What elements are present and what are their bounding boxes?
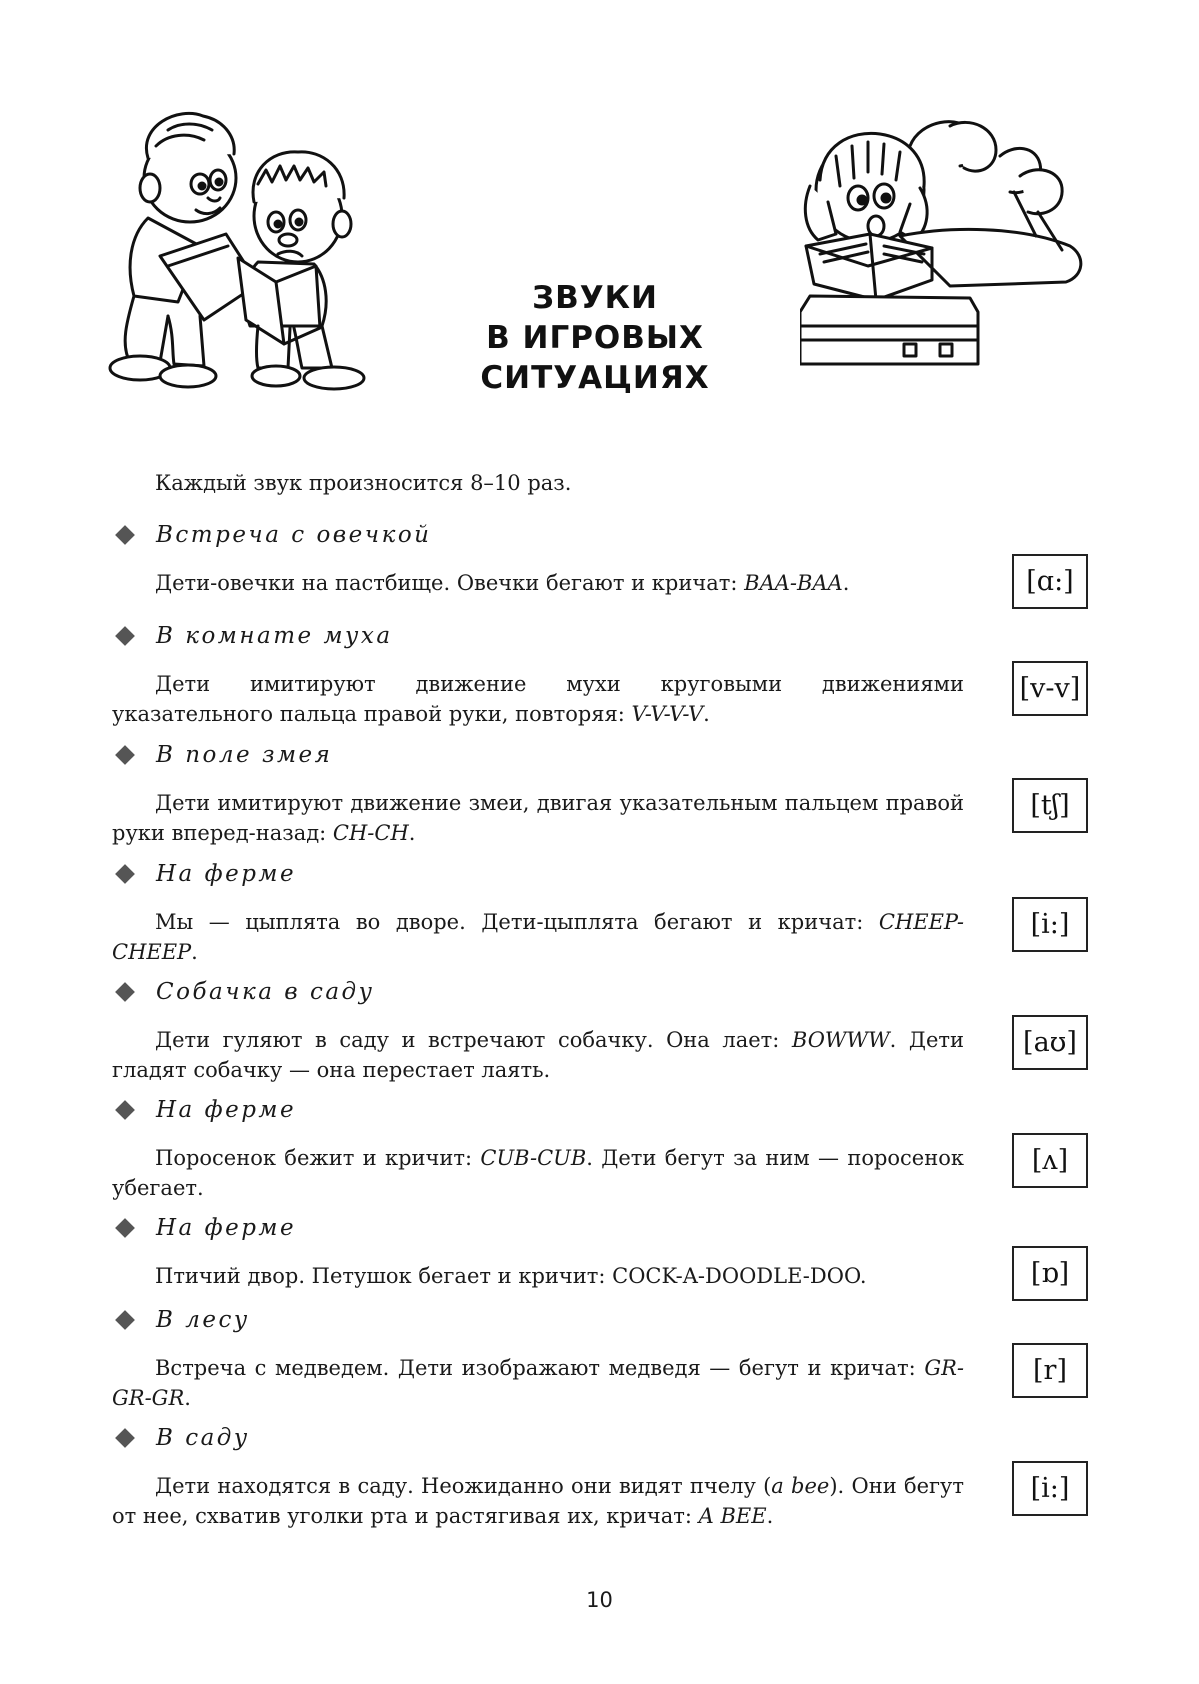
- paragraph-text: Дети-овечки на пастбище. Овечки бегают и кричат:: [155, 571, 745, 595]
- sound-sample: CH-CH: [332, 821, 409, 845]
- paragraph-text: Дети имитируют движение мухи круговыми движениями указательного пальца правой руки, повторяя:: [112, 672, 964, 726]
- sound-sample: CUB-CUB: [480, 1146, 587, 1170]
- title-line-3: СИТУАЦИЯХ: [480, 360, 710, 396]
- section-heading: [112, 1211, 1112, 1245]
- sound-sample: A BEE: [698, 1504, 767, 1528]
- section-paragraph: [112, 669, 964, 729]
- title-line-2: В ИГРОВЫХ: [486, 320, 704, 356]
- page-title: [420, 278, 770, 398]
- paragraph-text-end: . Дети гладят собачку — она перестает лаять.: [112, 1028, 964, 1082]
- section-heading: [112, 1303, 1112, 1337]
- sound-sample: a bee: [771, 1474, 830, 1498]
- intro-text: Каждый звук произносится 8–10 раз.: [155, 471, 572, 495]
- paragraph-text-end: .: [703, 702, 710, 726]
- diamond-bullet-icon: [115, 1218, 135, 1238]
- diamond-bullet-icon: [115, 525, 135, 545]
- paragraph-text: Дети гуляют в саду и встречают собачку. Она лает:: [155, 1028, 792, 1052]
- section-heading-text: В поле змея: [156, 742, 333, 768]
- section-paragraph: [112, 907, 964, 967]
- diamond-bullet-icon: [115, 1428, 135, 1448]
- paragraph-text-end: . Дети бегут за ним — поросенок убегает.: [112, 1146, 965, 1200]
- paragraph-text: Дети имитируют движение змеи, двигая указательным пальцем правой руки вперед-назад:: [112, 791, 964, 845]
- section-heading-text: Собачка в саду: [156, 979, 375, 1005]
- section-heading-text: На ферме: [156, 1215, 297, 1241]
- page-number: 10: [586, 1588, 613, 1612]
- section-heading: [112, 619, 1112, 653]
- section-paragraph: [112, 1025, 964, 1085]
- section-1: [112, 518, 1112, 598]
- paragraph-text-end: .: [184, 1386, 191, 1410]
- diamond-bullet-icon: [115, 745, 135, 765]
- section-heading-text: Встреча с овечкой: [156, 522, 432, 548]
- sound-sample: BAA-BAA: [744, 571, 843, 595]
- section-7: [112, 1211, 1112, 1291]
- section-heading-text: В комнате муха: [156, 623, 393, 649]
- section-8: [112, 1303, 1112, 1413]
- sound-box: [aʊ]: [1012, 1015, 1088, 1070]
- paragraph-text-mid: ). Они бегут от нее, схватив уголки рта и растягивая их, кричат:: [112, 1474, 964, 1528]
- section-heading: [112, 857, 1112, 891]
- section-heading: [112, 1093, 1112, 1127]
- sound-sample: GR-GR-GR: [112, 1356, 964, 1410]
- sound-sample: BOWWW: [791, 1028, 890, 1052]
- section-3: [112, 738, 1112, 848]
- sound-box: [ɒ]: [1012, 1246, 1088, 1301]
- section-6: [112, 1093, 1112, 1203]
- section-heading-text: В лесу: [156, 1307, 250, 1333]
- section-heading-text: В саду: [156, 1425, 250, 1451]
- section-paragraph: [112, 1471, 964, 1531]
- section-paragraph: [112, 568, 964, 598]
- diamond-bullet-icon: [115, 1310, 135, 1330]
- sound-box: [ɑ:]: [1012, 554, 1088, 609]
- section-heading: [112, 975, 1112, 1009]
- girl-with-book-illustration: [800, 116, 1100, 386]
- sound-box: [i:]: [1012, 1461, 1088, 1516]
- diamond-bullet-icon: [115, 864, 135, 884]
- sound-box: [ʌ]: [1012, 1133, 1088, 1188]
- section-paragraph: [112, 788, 964, 848]
- sound-box: [v-v]: [1012, 661, 1088, 716]
- section-heading: [112, 1421, 1112, 1455]
- sound-box: [i:]: [1012, 897, 1088, 952]
- diamond-bullet-icon: [115, 1100, 135, 1120]
- section-4: [112, 857, 1112, 967]
- section-9: [112, 1421, 1112, 1531]
- sound-sample: CHEEP-CHEEP: [112, 910, 964, 964]
- paragraph-text-end: .: [191, 940, 198, 964]
- section-2: [112, 619, 1112, 729]
- sound-box: [r]: [1012, 1343, 1088, 1398]
- section-heading: [112, 738, 1112, 772]
- paragraph-text: Дети находятся в саду. Неожиданно они видят пчелу (: [155, 1474, 772, 1498]
- two-boys-reading-illustration: [108, 106, 366, 394]
- section-paragraph: [112, 1353, 964, 1413]
- paragraph-text: Поросенок бежит и кричит:: [155, 1146, 481, 1170]
- paragraph-text: Мы — цыплята во дворе. Дети-цыплята бегают и кричат:: [155, 910, 879, 934]
- section-heading: [112, 518, 1112, 552]
- diamond-bullet-icon: [115, 982, 135, 1002]
- paragraph-text-end: .: [842, 571, 850, 595]
- paragraph-text: Встреча с медведем. Дети изображают медведя — бегут и кричат:: [155, 1356, 925, 1380]
- section-paragraph: [112, 1261, 964, 1291]
- sound-box: [tʃ]: [1012, 778, 1088, 833]
- section-paragraph: [112, 1143, 964, 1203]
- paragraph-text: Птичий двор. Петушок бегает и кричит: COCK-A-DOODLE-DOO.: [155, 1264, 867, 1288]
- section-heading-text: На ферме: [156, 1097, 297, 1123]
- paragraph-text-end: .: [408, 821, 416, 845]
- section-heading-text: На ферме: [156, 861, 297, 887]
- title-line-1: ЗВУКИ: [532, 280, 658, 316]
- sound-sample: V-V-V-V: [631, 702, 704, 726]
- paragraph-text-end: .: [766, 1504, 774, 1528]
- section-5: [112, 975, 1112, 1085]
- diamond-bullet-icon: [115, 626, 135, 646]
